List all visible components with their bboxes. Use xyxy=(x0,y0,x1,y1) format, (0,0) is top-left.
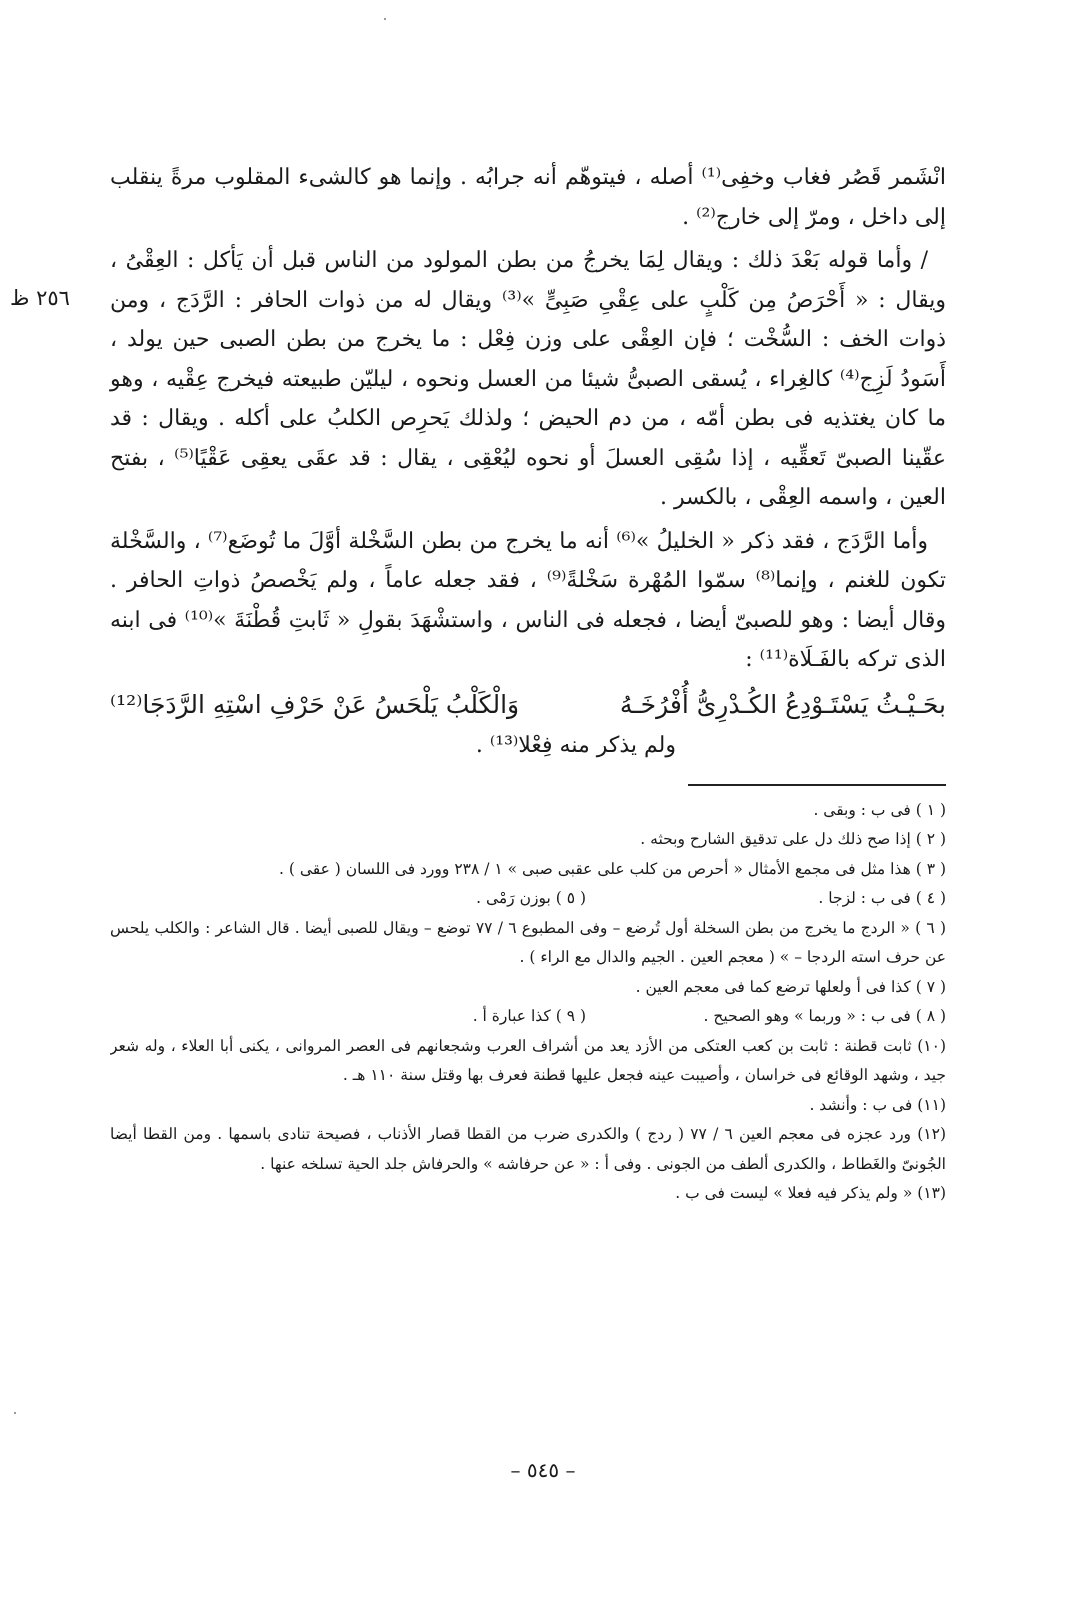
after-verse-line: ولم يذكر منه فِعْلا⁽¹³⁾ . xyxy=(475,732,676,758)
paragraph-2: / وأما قوله بَعْدَ ذلك : ويقال لِمَا يخرجُ من بطن المولود من الناس قبل أن يَأكل : العِقْىُ ، ويقال : « أَحْرَصُ مِن كَلْبٍ على عِقْىِ صَبِىٍّ »⁽³⁾ ويقال له من ذوات الحافر : الرَّدَج ، ومن ذوات الخف : السُّخْت ؛ فإن العِقْى على وزن فِعْل : ما يخرج من بطن الصبى حين يولد ، أَسَودُ لَزِج⁽⁴⁾ كالغِراء ، يُسقى الصبىُّ شيئا من العسل ونحوه ، ليليّن طبيعته فيخرج عِقْيه ، وهو ما كان يغتذيه فى بطن أمّه ، من دم الحيض ؛ ولذلك يَحرِص الكلبُ على أكله . ويقال : قد عقّينا الصبىّ تَعقِّيه ، إذا سُقِى العسلَ أو نحوه ليُعْقِى ، يقال : قد عقَى يعقِى عَقْيًا⁽⁵⁾ ، بفتح العين ، واسمه العِقْى ، بالكسر . xyxy=(110,248,946,510)
footnote-row-8-9 xyxy=(110,1002,946,1032)
footnote-7: ( ٧ ) كذا فى أ ولعلها ترضع كما فى معجم العين . xyxy=(635,977,946,996)
footnote-10: (١٠) ثابت قطنة : ثابت بن كعب العتكى من الأزد يعد من أشراف العرب وشجعانهم فى العصر المروانى ، يكنى أبا العلاء ، وله شعر جيد ، وشهد الوقائع فى خراسان ، وأصيبت عينه فجعل عليها قطنة فعرف بها وقتل سنة ١١٠ هـ . xyxy=(110,1036,946,1084)
verse-first-hemistich: بحَـيْـثُ يَسْتَـوْدِعُ الكُـدْرِىُّ أُفْرُخَـهُ xyxy=(619,689,946,719)
margin-folio-note: ٢٥٦ ظ xyxy=(10,286,70,310)
footnote-separator xyxy=(688,784,946,786)
footnote-row-4-5 xyxy=(110,884,946,914)
paragraph-3: وأما الرَّدَج ، فقد ذكر « الخليلُ »⁽⁶⁾ أنه ما يخرج من بطن السَّخْلة أوَّلَ ما تُوضَع⁽⁷⁾ ، والسَّخْلة تكون للغنم ، وإنما⁽⁸⁾ سمّوا المُهْرة سَخْلةً⁽⁹⁾ ، فقد جعله عاماً ، ولم يَخْصصُ ذواتِ الحافر . وقال أيضا : وهو للصبىّ أيضا ، فجعله فى الناس ، واستشْهَدَ بقولِ « ثَابتِ قُطْنَةَ »⁽¹⁰⁾ فى ابنه الذى تركه بالفَـلَاة⁽¹¹⁾ : xyxy=(110,528,946,672)
page-number: – ٥٤٥ – xyxy=(510,1458,576,1482)
verse xyxy=(110,684,946,726)
footnote-2: ( ٢ ) إذا صح ذلك دل على تدقيق الشارح وبحثه . xyxy=(640,830,946,848)
footnote-13: (١٣) « ولم يذكر فيه فعلا » ليست فى ب . xyxy=(675,1184,946,1202)
footnote-5: ( ٥ ) بوزن رَمْى . xyxy=(476,889,586,907)
verse-second-hemistich: وَالْكَلْبُ يَلْحَسُ عَنْ حَرْفِ اسْتِهِ الرَّدَجَا⁽¹²⁾ xyxy=(110,689,520,719)
paragraph-1: انْشَمر قَصُر فغاب وخفِى⁽¹⁾ أصله ، فيتوهّم أنه جرابُه . وإنما هو كالشىء المقلوب مرةً ينقلب إلى داخل ، ومرّ إلى خارج⁽²⁾ . xyxy=(110,165,947,230)
footnote-8: ( ٨ ) فى ب : « وربما » وهو الصحيح . xyxy=(703,1007,946,1025)
footnote-12: (١٢) ورد عجزه فى معجم العين ٦ / ٧٧ ( ردج ) والكدرى ضرب من القطا قصار الأذناب ، فصيحة تنادى باسمها . ومن القطا أيضا الجُونىّ والغَطاط ، والكدرى ألطف من الجونى . وفى أ : « عن حرفاشه » والحرفاش جلد الحية تسلخه عنها . xyxy=(110,1125,946,1173)
footnote-1: ( ١ ) فى ب : وبقى . xyxy=(813,800,946,819)
footnotes xyxy=(110,796,946,1209)
scan-speck xyxy=(14,1412,16,1414)
page-content xyxy=(110,158,946,1558)
main-text xyxy=(110,158,946,680)
footnote-11: (١١) فى ب : وأنشد . xyxy=(809,1095,946,1114)
footnote-9: ( ٩ ) كذا عبارة أ . xyxy=(472,1007,586,1025)
scan-speck xyxy=(384,18,386,20)
footnote-4: ( ٤ ) فى ب : لزجا . xyxy=(818,889,946,907)
footnote-3: ( ٣ ) هذا مثل فى مجمع الأمثال « أحرص من كلب على عقبى صبى » ١ / ٢٣٨ وورد فى اللسان ( عقى ) . xyxy=(279,859,946,878)
footnote-6: ( ٦ ) « الردج ما يخرج من بطن السخلة أول تُرضع – وفى المطبوع ٦ / ٧٧ توضع – ويقال للصبى أيضا . قال الشاعر : والكلب يلحس عن حرف استه الردجا – » ( معجم العين . الجيم والدال مع الراء ) . xyxy=(110,918,946,966)
